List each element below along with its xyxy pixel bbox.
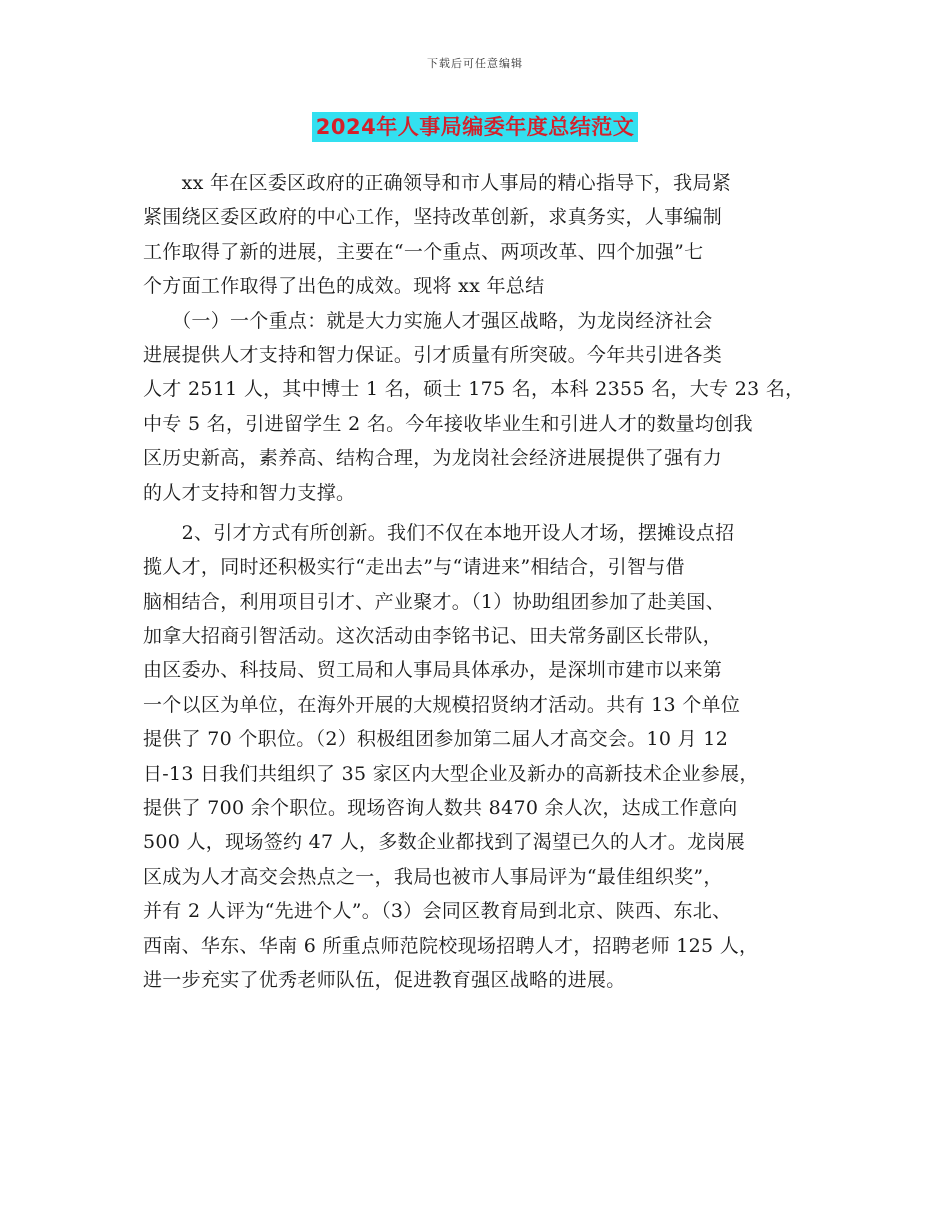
paragraph-line: 的人才支持和智力支撑。 [143,481,356,504]
paragraph-line: 中专 5 名，引进留学生 2 名。今年接收毕业生和引进人才的数量均创我 [143,412,753,435]
paragraph-line: 2、引才方式有所创新。我们不仅在本地开设人才场，摆摊设点招 [143,521,735,544]
paragraph-line: 个方面工作取得了出色的成效。现将 xx 年总结 [143,275,545,298]
document-title: 2024年人事局编委年度总结范文 [312,112,638,142]
paragraph-line: 并有 2 人评为“先进个人”。（3）会同区教育局到北京、陕西、东北、 [143,900,732,923]
document-body [143,166,813,997]
paragraph-line: 揽人才，同时还积极实行“走出去”与“请进来”相结合，引智与借 [143,556,685,579]
title-wrap [0,112,950,142]
header-note: 下载后可任意编辑 [427,57,523,70]
paragraph-line: 加拿大招商引智活动。这次活动由李铭书记、田夫常务副区长带队， [143,625,723,648]
paragraph-line: 紧围绕区委区政府的中心工作，坚持改革创新，求真务实，人事编制 [143,206,723,229]
paragraph-line: 区历史新高，素养高、结构合理，为龙岗社会经济进展提供了强有力 [143,447,723,470]
paragraph-line: 进展提供人才支持和智力保证。引才质量有所突破。今年共引进各类 [143,343,723,366]
paragraph-line: 由区委办、科技局、贸工局和人事局具体承办，是深圳市建市以来第 [143,659,723,682]
paragraph-line: 工作取得了新的进展，主要在“一个重点、两项改革、四个加强”七 [143,240,704,263]
paragraph-line: 提供了 70 个职位。（2）积极组团参加第二届人才高交会。10 月 12 [143,728,729,751]
paragraph-line: 一个以区为单位，在海外开展的大规模招贤纳才活动。共有 13 个单位 [143,693,741,716]
paragraph-line: 提供了 700 余个职位。现场咨询人数共 8470 余人次，达成工作意向 [143,797,738,820]
paragraph-line: xx 年在区委区政府的正确领导和市人事局的精心指导下，我局紧 [143,172,732,194]
paragraph-line: 日-13 日我们共组织了 35 家区内大型企业及新办的高新技术企业参展， [143,762,759,785]
paragraph-line: 西南、华东、华南 6 所重点师范院校现场招聘人才，招聘老师 125 人， [143,934,759,957]
paragraph-line: 进一步充实了优秀老师队伍，促进教育强区战略的进展。 [143,968,626,991]
paragraph-line: 区成为人才高交会热点之一，我局也被市人事局评为“最佳组织奖”， [143,865,723,888]
paragraph-line: 人才 2511 人，其中博士 1 名，硕士 175 名，本科 2355 名，大专 23 名， [143,378,805,401]
paragraph-line: （一）一个重点：就是大力实施人才强区战略，为龙岗经济社会 [143,309,713,332]
paragraph-line: 500 人，现场签约 47 人，多数企业都找到了渴望已久的人才。龙岗展 [143,831,746,854]
paragraph-line: 脑相结合，利用项目引才、产业聚才。（1）协助组团参加了赴美国、 [143,590,725,613]
